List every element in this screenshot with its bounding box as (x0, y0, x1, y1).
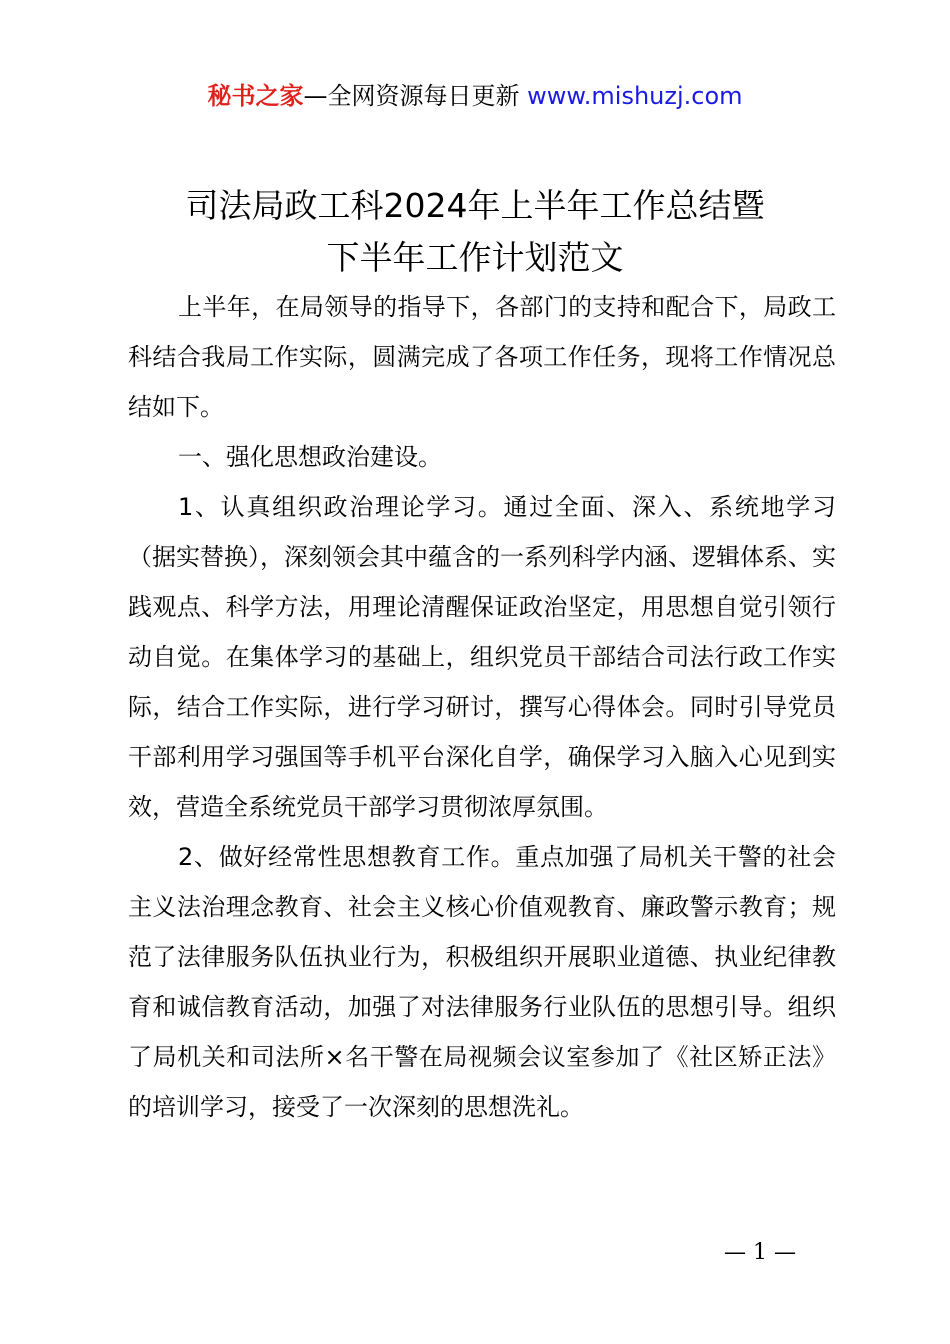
title-line-1: 司法局政工科2024年上半年工作总结暨 (185, 186, 765, 225)
paragraph-item-2: 2、做好经常性思想教育工作。重点加强了局机关干警的社会主义法治理念教育、社会主义核心价值观教育、廉政警示教育；规范了法律服务队伍执业行为，积极组织开展职业道德、执业纪律教育和诚信教育活动，加强了对法律服务行业队伍的思想引导。组织了局机关和司法所×名干警在局视频会议室参加了《社区矫正法》的培训学习，接受了一次深刻的思想洗礼。 (128, 843, 836, 1121)
document-body (128, 282, 836, 1132)
page-number: — 1 — (724, 1240, 796, 1265)
site-brand: 秘书之家 (207, 82, 304, 110)
document-title (0, 180, 950, 284)
site-header (0, 80, 950, 112)
site-tagline: —全网资源每日更新 (303, 82, 520, 110)
section-heading-1: 一、强化思想政治建设。 (178, 443, 442, 471)
title-line-2: 下半年工作计划范文 (326, 238, 624, 277)
site-url-link[interactable]: www.mishuzj.com (527, 82, 743, 110)
paragraph-item-1: 1、认真组织政治理论学习。通过全面、深入、系统地学习（据实替换），深刻领会其中蕴含的一系列科学内涵、逻辑体系、实践观点、科学方法，用理论清醒保证政治坚定，用思想自觉引领行动自觉。在集体学习的基础上，组织党员干部结合司法行政工作实际，结合工作实际，进行学习研讨，撰写心得体会。同时引导党员干部利用学习强国等手机平台深化自学，确保学习入脑入心见到实效，营造全系统党员干部学习贯彻浓厚氛围。 (128, 493, 836, 821)
paragraph-intro: 上半年，在局领导的指导下，各部门的支持和配合下，局政工科结合我局工作实际，圆满完成了各项工作任务，现将工作情况总结如下。 (128, 293, 836, 421)
